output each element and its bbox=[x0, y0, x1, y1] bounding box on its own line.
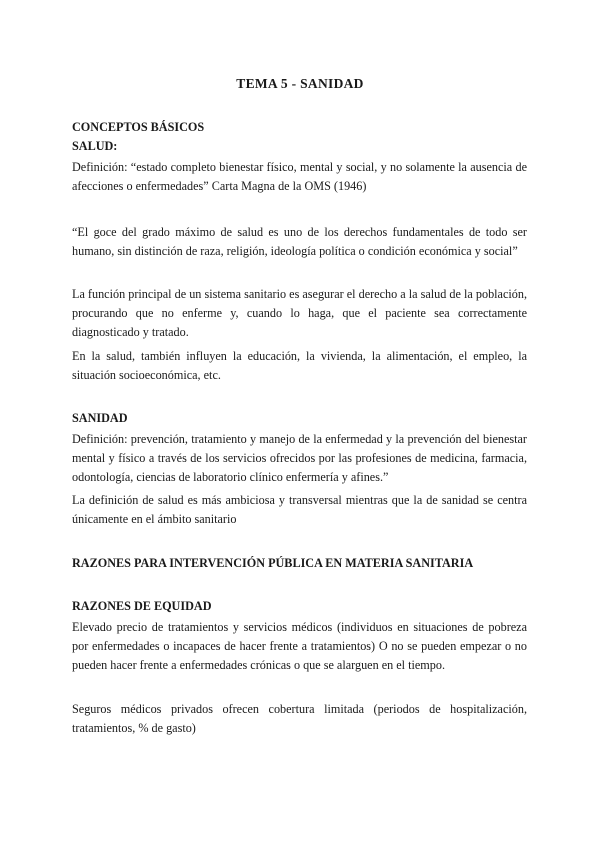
paragraph-influyen: En la salud, también influyen la educación, la vivienda, la alimentación, el empleo, la situación socioeconómica, etc. bbox=[72, 349, 527, 382]
subheading-equidad: RAZONES DE EQUIDAD bbox=[72, 599, 212, 613]
section-heading-sanidad: SANIDAD bbox=[72, 411, 128, 425]
paragraph-comparacion: La definición de salud es más ambiciosa y transversal mientras que la de sanidad se centra únicamente en el ámbito sanitario bbox=[72, 493, 527, 526]
page-title: TEMA 5 - SANIDAD bbox=[236, 76, 364, 91]
salud-quote: “El goce del grado máximo de salud es uno de los derechos fundamentales de todo ser humano, sin distinción de raza, religión, ideología política o condición económica y social” bbox=[72, 225, 527, 258]
paragraph-funcion: La función principal de un sistema sanitario es asegurar el derecho a la salud de la población, procurando que no enferme y, cuando lo haga, que el paciente sea correctamente diagnosticado y tratado. bbox=[72, 287, 527, 339]
subheading-salud: SALUD: bbox=[72, 139, 118, 153]
section-heading-conceptos: CONCEPTOS BÁSICOS bbox=[72, 120, 205, 134]
sanidad-definition: Definición: prevención, tratamiento y manejo de la enfermedad y la prevención del bienestar mental y físico a través de los servicios ofrecidos por las profesiones de medicina, farmacia, odontología, ciencias de laboratorio clínico enfermería y afines.” bbox=[72, 432, 527, 484]
salud-definition: Definición: “estado completo bienestar físico, mental y social, y no solamente la ausencia de afecciones o enfermedades” Carta Magna de la OMS (1946) bbox=[72, 160, 527, 193]
paragraph-equidad: Elevado precio de tratamientos y servicios médicos (individuos en situaciones de pobreza por enfermedades o incapaces de hacer frente a tratamientos) O no se pueden empezar o no pueden hacer frente a enfermedades crónicas o que se alarguen en el tiempo. bbox=[72, 620, 527, 672]
paragraph-seguros: Seguros médicos privados ofrecen cobertura limitada (periodos de hospitalización, tratamientos, % de gasto) bbox=[72, 702, 527, 735]
section-heading-razones: RAZONES PARA INTERVENCIÓN PÚBLICA EN MATERIA SANITARIA bbox=[72, 556, 474, 570]
